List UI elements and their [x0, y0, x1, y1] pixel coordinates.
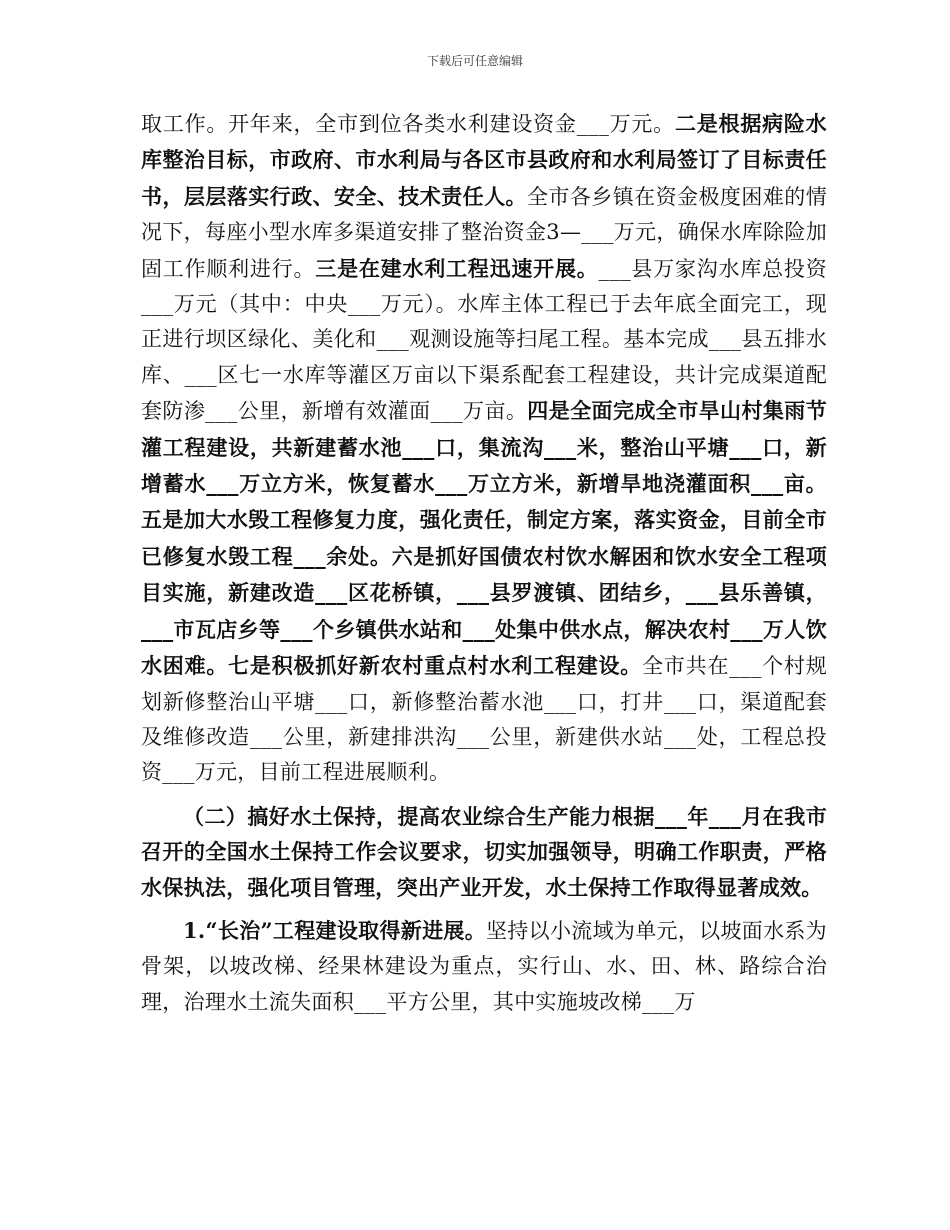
text-run-bold: 四是全面完成全市旱山村集雨节灌工程建设，共新建蓄水池___口，集流沟___米，整治山平塘___口，新增蓄水___万立方米，恢复蓄水___万立方米，新增旱地浇灌面积___亩。五是加大水毁工程修复力度，强化责任，制定方案，落实资金，目前全市已修复水毁工程___余处。六是抓好国债农村饮水解困和饮水安全工程项目实施，新建改造___区花桥镇，___县罗渡镇、团结乡，___县乐善镇，___市瓦店乡等___个乡镇供水站和___处集中供水点，解决农村___万人饮水困难。七是积极抓好新农村重点村水利工程建设。 — [141, 398, 827, 679]
text-run: 取工作。开年来，全市到位各类水利建设资金___万元。 — [141, 112, 675, 136]
paragraph-3 — [141, 913, 827, 1020]
page-header: 下载后可任意编辑 — [426, 54, 523, 68]
text-run: ___县万家沟水库总投资___万元（其中：中央___万元）。水库主体工程已于去年底全面完工，现正进行坝区绿化、美化和___观测设施等扫尾工程。基本完成___县五排水库、___区七一水库等灌区万亩以下渠系配套工程建设，共计完成渠道配套防渗___公里，新增有效灌面___万亩。 — [141, 256, 827, 424]
text-run-bold: 二是根据病险水库整治目标，市政府、市水利局与各区市县政府和水利局签订了目标责任书，层层落实行政、安全、技术责任人。 — [141, 111, 827, 209]
text-run: 坚持以小流域为单元，以坡面水系为骨架，以坡改梯、经果林建设为重点，实行山、水、田、林、路综合治理，治理水土流失面积___平方公里，其中实施坡改梯___万 — [141, 918, 827, 1014]
text-run-bold: 1.“长治”工程建设取得新进展。 — [183, 917, 487, 943]
paragraph-2: （二）搞好水土保持，提高农业综合生产能力根据___年___月在我市召开的全国水土保持工作会议要求，切实加强领导，明确工作职责，严格水保执法，强化项目管理，突出产业开发，水土保持工作取得显著成效。 — [141, 803, 827, 900]
text-run: 全市共在___个村规划新修整治山平塘___口，新修整治蓄水池___口，打井___口，渠道配套及维修改造___公里，新建排洪沟___公里，新建供水站___处，工程总投资___万元，目前工程进展顺利。 — [141, 654, 827, 785]
document-body — [141, 106, 827, 1020]
text-run-bold: 三是在建水利工程迅速开展。 — [315, 255, 599, 281]
paragraph-1 — [141, 106, 827, 791]
text-run: 全市各乡镇在资金极度困难的情况下，每座小型水库多渠道安排了整治资金3—___万元，确保水库除险加固工作顺利进行。 — [141, 184, 827, 281]
